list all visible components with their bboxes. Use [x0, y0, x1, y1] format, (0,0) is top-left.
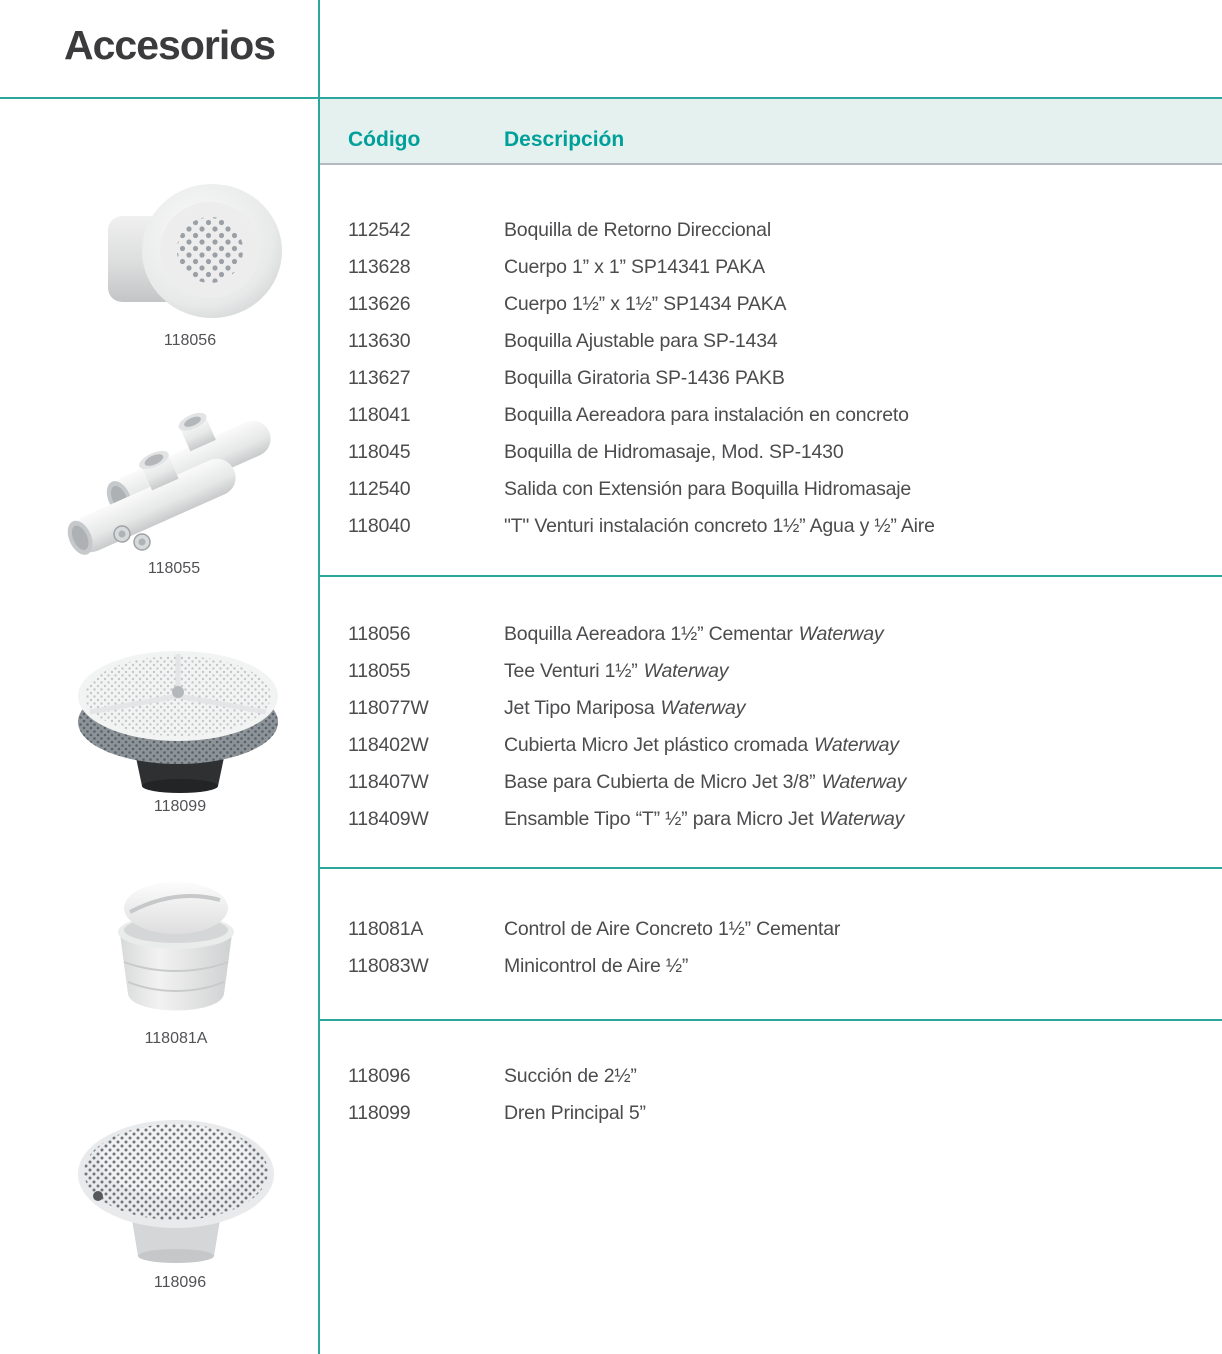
product-description: Cuerpo 1” x 1” SP14341 PAKA — [504, 256, 765, 278]
product-caption: 118055 — [147, 560, 201, 577]
waterway-brand: Waterway — [643, 660, 729, 682]
product-code: 118409W — [348, 808, 429, 830]
product-code: 118083W — [348, 955, 429, 977]
product-description: Ensamble Tipo “T” ½” para Micro Jet Waterway — [504, 808, 905, 830]
product-code: 118081A — [348, 918, 424, 940]
table-row — [320, 764, 1222, 801]
product-code: 118040 — [348, 515, 411, 537]
header-codigo: Código — [348, 128, 421, 151]
table-row — [320, 1095, 1222, 1132]
product-code: 113628 — [348, 256, 411, 278]
product-code: 118056 — [348, 623, 411, 645]
table-row — [320, 690, 1222, 727]
product-code: 118055 — [348, 660, 411, 682]
product-code: 118407W — [348, 771, 429, 793]
page-title: Accesorios — [64, 22, 276, 68]
product-code: 118402W — [348, 734, 429, 756]
product-description: Cubierta Micro Jet plástico cromada Waterway — [504, 734, 899, 756]
product-description: Succión de 2½” — [504, 1065, 637, 1087]
product-caption: 118099 — [153, 798, 207, 815]
table-row — [320, 397, 1222, 434]
block-separator — [320, 1019, 1222, 1021]
table-row — [320, 801, 1222, 838]
table-row — [320, 948, 1222, 985]
table-row — [320, 911, 1222, 948]
product-code: 113630 — [348, 330, 411, 352]
product-figure — [46, 384, 302, 577]
product-caption: 118096 — [153, 1274, 207, 1291]
waterway-brand: Waterway — [660, 697, 746, 719]
waterway-brand: Waterway — [798, 623, 884, 645]
product-photo-118056 — [88, 180, 292, 328]
table-row — [320, 360, 1222, 397]
product-description: Jet Tipo Mariposa Waterway — [504, 697, 746, 719]
product-caption: 118056 — [163, 332, 217, 349]
table-block-1 — [320, 212, 1222, 545]
table-row — [320, 1058, 1222, 1095]
product-description: Control de Aire Concreto 1½” Cementar — [504, 918, 841, 940]
table-row — [320, 434, 1222, 471]
table-block-2 — [320, 616, 1222, 838]
waterway-brand: Waterway — [814, 734, 899, 756]
product-description: Salida con Extensión para Boquilla Hidromasaje — [504, 478, 912, 500]
product-figure — [86, 870, 266, 1047]
table-header — [320, 99, 1222, 165]
product-code: 118096 — [348, 1065, 411, 1087]
product-code: 118041 — [348, 404, 411, 426]
table-row — [320, 653, 1222, 690]
waterway-brand: Waterway — [819, 808, 905, 830]
product-code: 113627 — [348, 367, 411, 389]
table-row — [320, 249, 1222, 286]
block-separator — [320, 575, 1222, 577]
product-description: Boquilla de Retorno Direccional — [504, 219, 771, 241]
table-row — [320, 471, 1222, 508]
product-figure — [88, 180, 292, 349]
product-description: Dren Principal 5” — [504, 1102, 646, 1124]
product-description: Boquilla de Hidromasaje, Mod. SP-1430 — [504, 441, 844, 463]
product-code: 118045 — [348, 441, 411, 463]
product-description: Boquilla Aereadora 1½” Cementar Waterway — [504, 623, 884, 645]
product-description: Tee Venturi 1½” Waterway — [504, 660, 729, 682]
product-code: 112540 — [348, 478, 411, 500]
table-row — [320, 508, 1222, 545]
table-block-4 — [320, 1058, 1222, 1132]
header-descripcion: Descripción — [504, 128, 625, 151]
product-description: Base para Cubierta de Micro Jet 3/8” Waterway — [504, 771, 907, 793]
waterway-brand: Waterway — [821, 771, 907, 793]
table-row — [320, 727, 1222, 764]
product-code: 112542 — [348, 219, 411, 241]
table-row — [320, 286, 1222, 323]
product-description: Cuerpo 1½” x 1½” SP1434 PAKA — [504, 293, 787, 315]
product-description: Boquilla Ajustable para SP-1434 — [504, 330, 778, 352]
block-separator — [320, 867, 1222, 869]
product-description: Minicontrol de Aire ½” — [504, 955, 689, 977]
product-description: Boquilla Giratoria SP-1436 PAKB — [504, 367, 785, 389]
product-description: "T" Venturi instalación concreto 1½” Agua y ½” Aire — [504, 515, 935, 537]
table-row — [320, 616, 1222, 653]
table-block-3 — [320, 911, 1222, 985]
product-code: 118077W — [348, 697, 429, 719]
product-photo-118096 — [68, 1108, 292, 1270]
product-description: Boquilla Aereadora para instalación en concreto — [504, 404, 909, 426]
product-figure — [68, 642, 292, 815]
product-photo-118081A — [86, 870, 266, 1026]
table-row — [320, 323, 1222, 360]
product-code: 118099 — [348, 1102, 411, 1124]
product-code: 113626 — [348, 293, 411, 315]
product-figure — [68, 1108, 292, 1291]
table-row — [320, 212, 1222, 249]
product-photo-118099 — [68, 642, 292, 794]
product-photo-118055 — [46, 384, 302, 556]
product-caption: 118081A — [144, 1030, 208, 1047]
